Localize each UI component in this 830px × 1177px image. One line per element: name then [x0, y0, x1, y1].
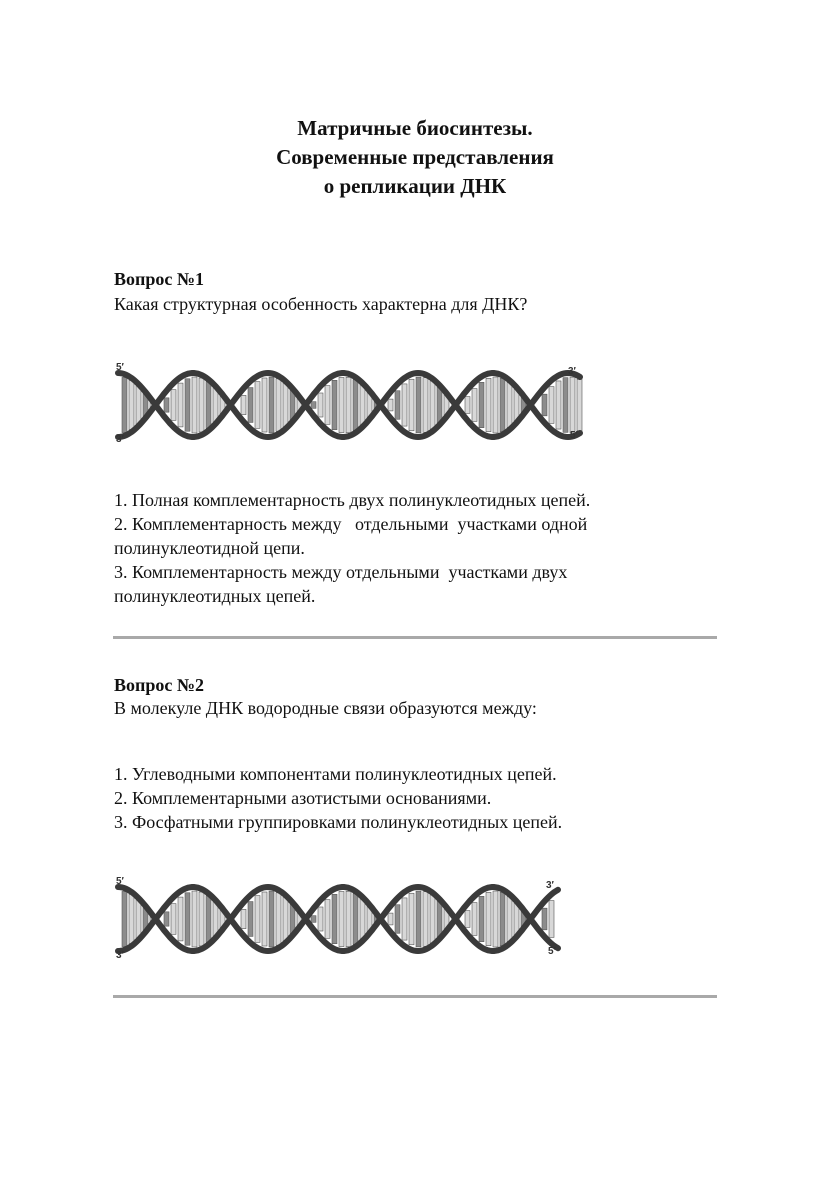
- base-pair-rung: [339, 891, 344, 946]
- answer-option: 1. Углеводными компонентами полинуклеотидных цепей.: [114, 764, 557, 784]
- base-pair-rung: [276, 893, 281, 945]
- question-2-heading: Вопрос №2: [114, 675, 204, 695]
- base-pair-rung: [213, 388, 218, 423]
- label-5-prime-bottom: 5′: [548, 946, 556, 957]
- dna-helix-figure-1: [110, 360, 590, 450]
- base-pair-rung: [332, 894, 337, 943]
- base-pair-rung: [199, 378, 204, 432]
- base-pair-rung: [332, 380, 337, 429]
- base-pair-rung: [206, 382, 211, 429]
- base-pair-rung: [507, 382, 512, 427]
- base-pair-rung: [486, 892, 491, 945]
- base-pair-rung: [129, 380, 134, 429]
- base-pair-rung: [437, 387, 442, 424]
- label-5-prime-top: 5′: [116, 876, 124, 887]
- title-line: Современные представления: [276, 145, 554, 169]
- answer-option: 2. Комплементарными азотистыми основаниями.: [114, 788, 492, 808]
- base-pair-rung: [185, 379, 190, 431]
- base-pair-rung: [199, 892, 204, 946]
- answer-option: 3. Комплементарность между отдельными участками двух полинуклеотидных цепей.: [114, 562, 572, 606]
- label-5-prime-top: 5′: [116, 362, 124, 373]
- base-pair-rung: [248, 902, 253, 937]
- base-pair-rung: [122, 891, 127, 946]
- question-2-answers: [114, 762, 714, 834]
- label-3-prime-bottom: 3′: [116, 950, 124, 961]
- dna-helix-figure-2: [110, 874, 590, 964]
- base-pair-rung: [416, 377, 421, 433]
- base-pair-rung: [339, 377, 344, 432]
- base-pair-rung: [353, 894, 358, 944]
- section-divider: [113, 995, 717, 998]
- label-3-prime-top: 3′: [568, 366, 576, 377]
- base-pair-rung: [122, 377, 127, 432]
- base-pair-rung: [542, 394, 547, 416]
- base-pair-rung: [346, 377, 351, 432]
- answer-option: 2. Комплементарность между отдельными участками одной полинуклеотидной цепи.: [114, 514, 592, 558]
- base-pair-rung: [570, 377, 575, 433]
- base-pair-rung: [360, 899, 365, 939]
- base-pair-rung: [360, 385, 365, 425]
- base-pair-rung: [311, 916, 316, 923]
- base-pair-rung: [388, 913, 393, 925]
- base-pair-rung: [500, 378, 505, 431]
- base-pair-rung: [395, 391, 400, 420]
- label-3-prime-top: 3′: [546, 880, 554, 891]
- base-pair-rung: [353, 380, 358, 430]
- base-pair-rung: [423, 378, 428, 433]
- base-pair-rung: [493, 377, 498, 433]
- base-pair-rung: [241, 909, 246, 928]
- base-pair-rung: [409, 893, 414, 945]
- dna-double-helix-icon: [110, 874, 590, 964]
- base-pair-rung: [430, 381, 435, 429]
- label-5-prime-bottom: 5′: [570, 430, 578, 441]
- base-pair-rung: [577, 379, 582, 431]
- base-pair-rung: [437, 901, 442, 938]
- base-pair-rung: [542, 908, 547, 930]
- question-1-text: Какая структурная особенность характерна для ДНК?: [114, 294, 528, 314]
- base-pair-rung: [241, 395, 246, 414]
- title-line: Матричные биосинтезы.: [297, 116, 533, 140]
- base-pair-rung: [129, 894, 134, 943]
- base-pair-rung: [262, 378, 267, 432]
- base-pair-rung: [402, 384, 407, 426]
- page-title: [0, 114, 830, 201]
- base-pair-rung: [486, 378, 491, 431]
- label-3-prime-bottom: 3′: [116, 434, 124, 445]
- base-pair-rung: [255, 382, 260, 429]
- base-pairs: [122, 891, 554, 947]
- base-pair-rung: [479, 896, 484, 941]
- base-pair-rung: [269, 891, 274, 947]
- base-pair-rung: [255, 896, 260, 943]
- base-pair-rung: [164, 398, 169, 412]
- section-divider: [113, 636, 717, 639]
- base-pair-rung: [325, 386, 330, 425]
- base-pair-rung: [213, 902, 218, 937]
- base-pair-rung: [500, 892, 505, 945]
- base-pair-rung: [388, 399, 393, 411]
- base-pair-rung: [395, 905, 400, 934]
- base-pair-rung: [430, 895, 435, 943]
- question-1-heading: Вопрос №1: [114, 269, 204, 289]
- base-pair-rung: [171, 390, 176, 421]
- base-pair-rung: [136, 386, 141, 425]
- answer-option: 1. Полная комплементарность двух полинуклеотидных цепей.: [114, 490, 591, 510]
- base-pair-rung: [318, 907, 323, 931]
- base-pair-rung: [283, 383, 288, 427]
- base-pair-rung: [248, 388, 253, 423]
- base-pair-rung: [465, 397, 470, 414]
- base-pair-rung: [269, 377, 274, 433]
- base-pair-rung: [549, 387, 554, 424]
- base-pair-rung: [262, 892, 267, 946]
- base-pair-rung: [178, 897, 183, 941]
- dna-strand: [118, 887, 558, 951]
- dna-strand: [118, 887, 558, 951]
- base-pair-rung: [283, 897, 288, 941]
- base-pair-rung: [276, 379, 281, 431]
- base-pair-rung: [416, 891, 421, 947]
- base-pair-rung: [465, 911, 470, 928]
- base-pair-rung: [556, 381, 561, 429]
- question-2-text: В молекуле ДНК водородные связи образуются между:: [114, 698, 537, 718]
- base-pair-rung: [325, 900, 330, 939]
- dna-strands: [118, 887, 558, 951]
- base-pair-rung: [192, 377, 197, 433]
- base-pair-rung: [423, 892, 428, 947]
- base-pair-rung: [402, 898, 407, 940]
- base-pair-rung: [192, 891, 197, 947]
- base-pair-rung: [171, 904, 176, 935]
- base-pair-rung: [472, 389, 477, 422]
- base-pair-rung: [507, 896, 512, 941]
- question-1-answers: [114, 488, 714, 608]
- base-pair-rung: [563, 378, 568, 433]
- base-pair-rung: [493, 891, 498, 947]
- base-pair-rung: [409, 379, 414, 431]
- base-pair-rung: [549, 901, 554, 938]
- base-pair-rung: [185, 893, 190, 945]
- base-pair-rung: [178, 383, 183, 427]
- answer-option: 3. Фосфатными группировками полинуклеотидных цепей.: [114, 812, 563, 832]
- base-pair-rung: [206, 896, 211, 943]
- base-pair-rung: [164, 912, 169, 926]
- base-pair-rung: [318, 393, 323, 417]
- base-pair-rung: [311, 402, 316, 409]
- dna-double-helix-icon: [110, 360, 590, 450]
- base-pair-rung: [346, 891, 351, 946]
- base-pair-rung: [136, 900, 141, 939]
- base-pair-rung: [479, 382, 484, 427]
- base-pair-rung: [472, 903, 477, 936]
- title-line: о репликации ДНК: [323, 174, 507, 198]
